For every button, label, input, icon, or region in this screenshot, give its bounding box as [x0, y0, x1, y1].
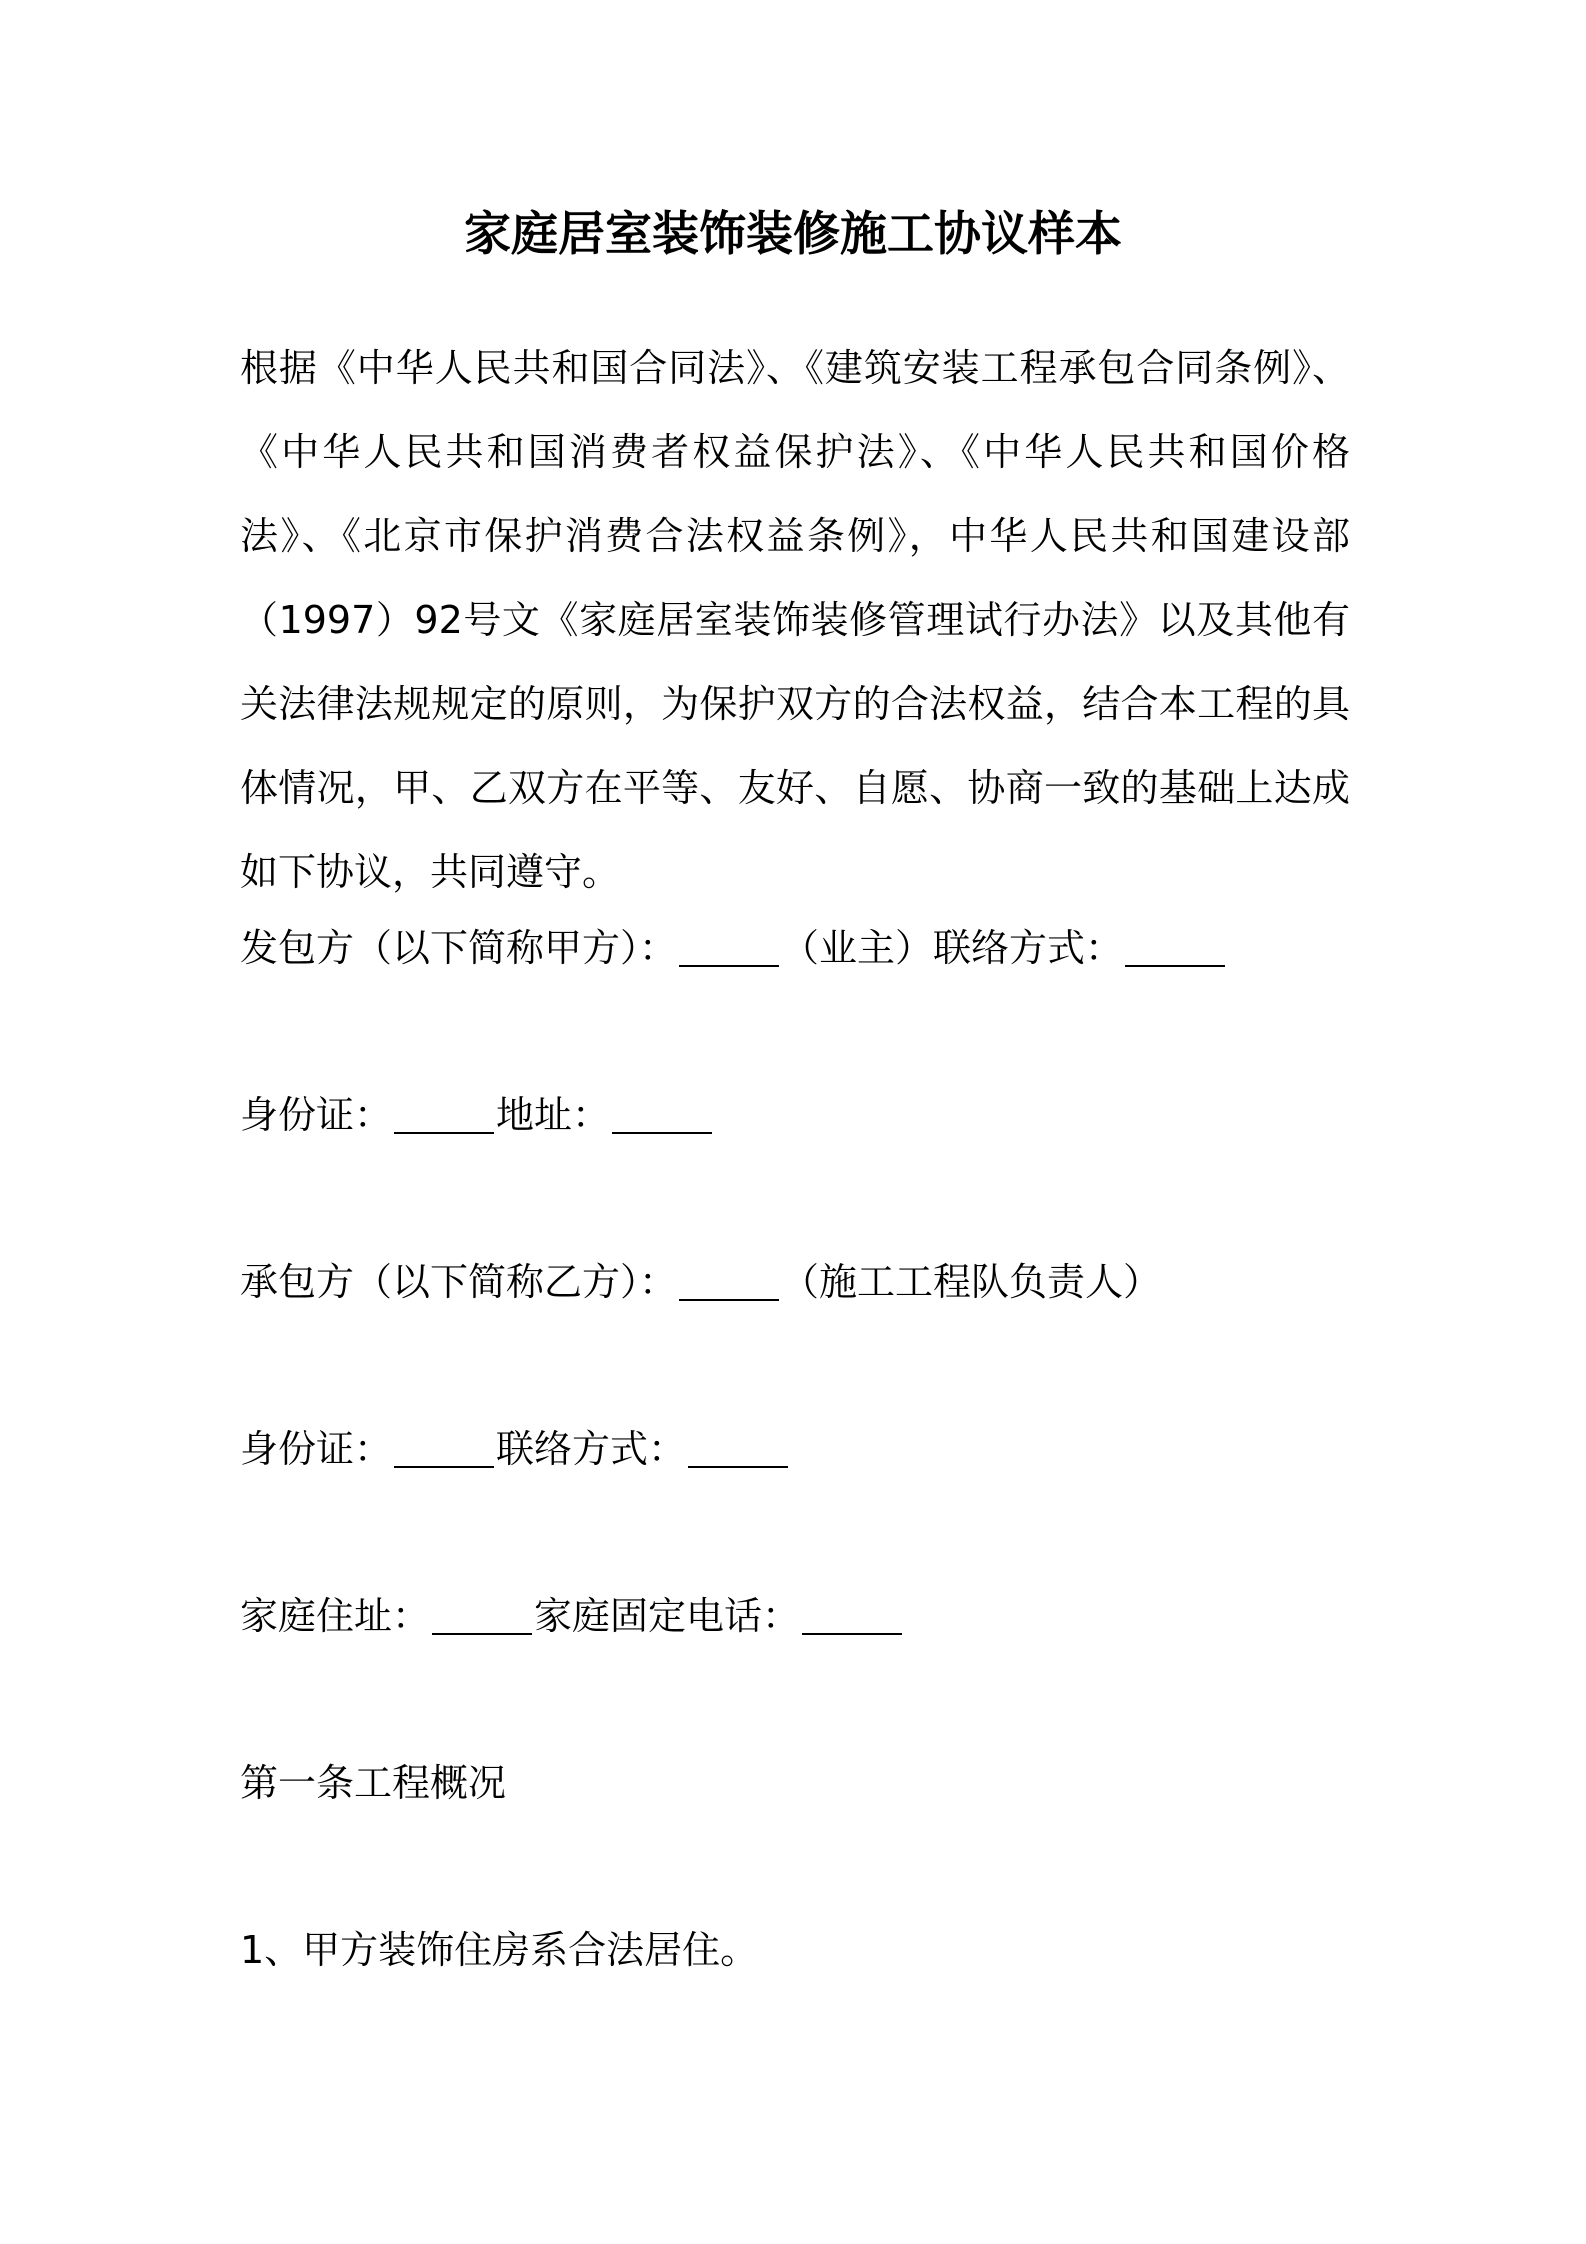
- party-a-address-blank: [612, 1098, 712, 1134]
- party-b-contact-blank: [688, 1432, 788, 1468]
- party-a-id-label: 身份证：: [240, 1093, 393, 1137]
- party-b-name-blank: [679, 1265, 779, 1301]
- party-a-name-blank: [679, 931, 779, 967]
- party-b-home-blank: [432, 1599, 532, 1635]
- intro-paragraph: 根据《中华人民共和国合同法》、《建筑安装工程承包合同条例》、《中华人民共和国消费者权益保护法》、《中华人民共和国价格法》、《北京市保护消费合法权益条例》，中华人民共和国建设部（1997）92号文《家庭居室装饰装修管理试行办法》以及其他有关法律法规规定的原则，为保护双方的合法权益，结合本工程的具体情况，甲、乙双方在平等、友好、自愿、协商一致的基础上达成如下协议，共同遵守。: [240, 346, 1350, 894]
- party-b-line: [240, 1252, 1350, 1312]
- party-a-contact-label: （业主）联络方式：: [781, 926, 1124, 970]
- party-a-address-label: 地址：: [496, 1093, 611, 1137]
- article-1-item-1: 1、甲方装饰住房系合法居住。: [240, 1928, 759, 1972]
- party-b-id-label: 身份证：: [240, 1427, 393, 1471]
- party-b-phone-blank: [802, 1599, 902, 1635]
- party-b-id-blank: [394, 1432, 494, 1468]
- party-a-contact-blank: [1125, 931, 1225, 967]
- party-a-line: [240, 918, 1350, 978]
- party-b-home-line: [240, 1586, 1350, 1646]
- party-a-id-blank: [394, 1098, 494, 1134]
- party-b-id-line: [240, 1419, 1350, 1479]
- party-b-label: 承包方（以下简称乙方）：: [240, 1260, 678, 1304]
- party-a-id-line: [240, 1085, 1350, 1145]
- party-b-home-label: 家庭住址：: [240, 1594, 431, 1638]
- party-b-suffix: （施工工程队负责人）: [781, 1260, 1162, 1304]
- party-b-contact-label: 联络方式：: [496, 1427, 687, 1471]
- party-b-phone-label: 家庭固定电话：: [534, 1594, 801, 1638]
- article-1-heading: 第一条工程概况: [240, 1761, 507, 1805]
- document-title: 家庭居室装饰装修施工协议样本: [464, 207, 1122, 262]
- party-a-label: 发包方（以下简称甲方）：: [240, 926, 678, 970]
